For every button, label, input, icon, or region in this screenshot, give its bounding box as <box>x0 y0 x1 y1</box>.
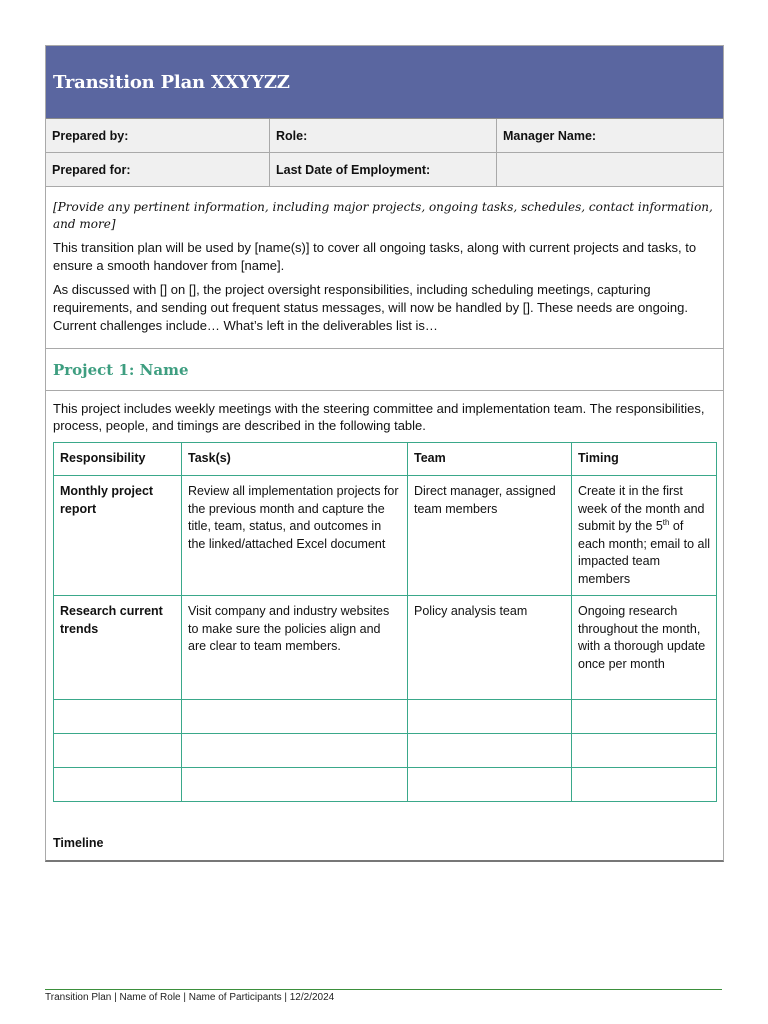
empty-cell <box>572 700 717 734</box>
cell-team: Direct manager, assigned team members <box>408 476 572 596</box>
cell-tasks: Review all implementation projects for the previous month and capture the title, team, status, and outcomes in the linked/attached Excel document <box>182 476 408 596</box>
header-timing: Timing <box>572 443 717 476</box>
prepared-by-label: Prepared by: <box>46 119 270 152</box>
table-row <box>54 768 717 802</box>
header-tasks: Task(s) <box>182 443 408 476</box>
meta-row-1 <box>46 119 723 153</box>
empty-cell <box>572 768 717 802</box>
cell-responsibility: Research current trends <box>54 596 182 700</box>
project-heading-bar <box>46 349 723 391</box>
timing-text-end: of each month; email to all impacted team members <box>578 519 711 586</box>
cell-responsibility: Monthly project report <box>54 476 182 596</box>
empty-meta-cell <box>497 153 723 186</box>
timeline-label: Timeline <box>53 836 104 850</box>
project-heading: Project 1: Name <box>53 360 189 379</box>
table-row <box>54 734 717 768</box>
timing-text-start: Create it in the first week of the month and submit by the 5 <box>578 484 705 533</box>
project-section <box>46 391 723 860</box>
role-label: Role: <box>270 119 497 152</box>
cell-team: Policy analysis team <box>408 596 572 700</box>
cell-timing: Ongoing research throughout the month, with a thorough update once per month <box>572 596 717 700</box>
empty-cell <box>408 768 572 802</box>
responsibility-table <box>53 442 717 802</box>
empty-cell <box>408 734 572 768</box>
project-description: This project includes weekly meetings with the steering committee and implementation team. The responsibilities, process, people, and timings are described in the following table. <box>53 401 705 433</box>
empty-cell <box>182 700 408 734</box>
empty-cell <box>572 734 717 768</box>
instruction-text: [Provide any pertinent information, including major projects, ongoing tasks, schedules, contact information, and more] <box>53 200 713 231</box>
empty-cell <box>182 734 408 768</box>
empty-cell <box>182 768 408 802</box>
timing-superscript: th <box>662 517 670 527</box>
cell-timing <box>572 476 717 596</box>
header-team: Team <box>408 443 572 476</box>
table-header-row <box>54 443 717 476</box>
page-footer: Transition Plan | Name of Role | Name of Participants | 12/2/2024 <box>45 989 722 1003</box>
empty-cell <box>54 734 182 768</box>
table-row <box>54 476 717 596</box>
prepared-for-label: Prepared for: <box>46 153 270 186</box>
cell-tasks: Visit company and industry websites to make sure the policies align and are clear to team members. <box>182 596 408 700</box>
empty-cell <box>408 700 572 734</box>
manager-name-label: Manager Name: <box>503 128 597 143</box>
meta-row-2 <box>46 153 723 187</box>
intro-paragraph-2: As discussed with [] on [], the project oversight responsibilities, including scheduling meetings, capturing requirements, and sending out frequent status messages, will now be handled by []. These needs are ongoing. Current challenges include… What’s left in the deliverables list is… <box>53 282 688 333</box>
header-responsibility: Responsibility <box>54 443 182 476</box>
empty-cell <box>54 700 182 734</box>
document-title: Transition Plan XXYYZZ <box>53 71 290 93</box>
table-row <box>54 700 717 734</box>
intro-section <box>46 187 723 349</box>
intro-paragraph-1: This transition plan will be used by [name(s)] to cover all ongoing tasks, along with current projects and tasks, to ensure a smooth handover from [name]. <box>53 240 697 273</box>
document <box>45 45 724 862</box>
empty-cell <box>54 768 182 802</box>
last-date-label: Last Date of Employment: <box>270 153 497 186</box>
table-row <box>54 596 717 700</box>
title-banner <box>46 46 723 119</box>
